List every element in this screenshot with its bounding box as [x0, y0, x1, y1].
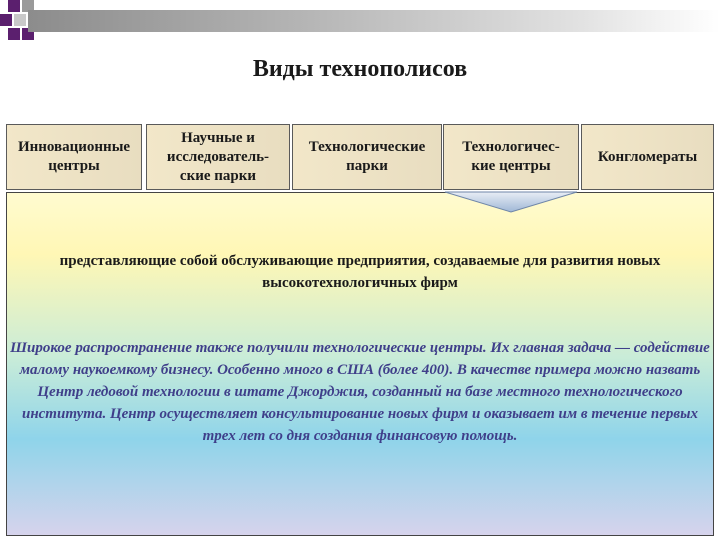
type-conglomerates: Конгломераты: [581, 124, 714, 190]
type-innovation-centers: Инновационные центры: [6, 124, 142, 190]
decor-square-purple-3: [8, 28, 20, 40]
type-technology-parks: Технологические парки: [292, 124, 442, 190]
technology-centers-description: представляющие собой обслуживающие предприятия, создаваемые для развития новых высокотехнологичных фирм: [59, 253, 661, 291]
decor-square-light-1: [14, 14, 26, 26]
top-gradient-bar: [28, 10, 720, 32]
example-paragraph: Широкое распространение также получили технологические центры. Их главная задача — содействие малому наукоемкому бизнесу. Особенно много в США (более 400). В качестве примера можно назвать Центр ледовой технологии в штате Джорджия, созданный на базе местного технологического института. Центр осуществляет консультирование новых фирм и оказывает им в течение первых трех лет со дня создания финансовую помощь.: [10, 340, 710, 444]
decor-square-purple-1: [8, 0, 20, 12]
type-technology-centers: Технологичес- кие центры: [443, 124, 579, 190]
slide-title: Виды технополисов: [252, 56, 468, 82]
down-arrow-icon: [443, 191, 579, 213]
decor-square-purple-2: [0, 14, 12, 26]
type-research-parks: Научные и исследователь- ские парки: [146, 124, 290, 190]
